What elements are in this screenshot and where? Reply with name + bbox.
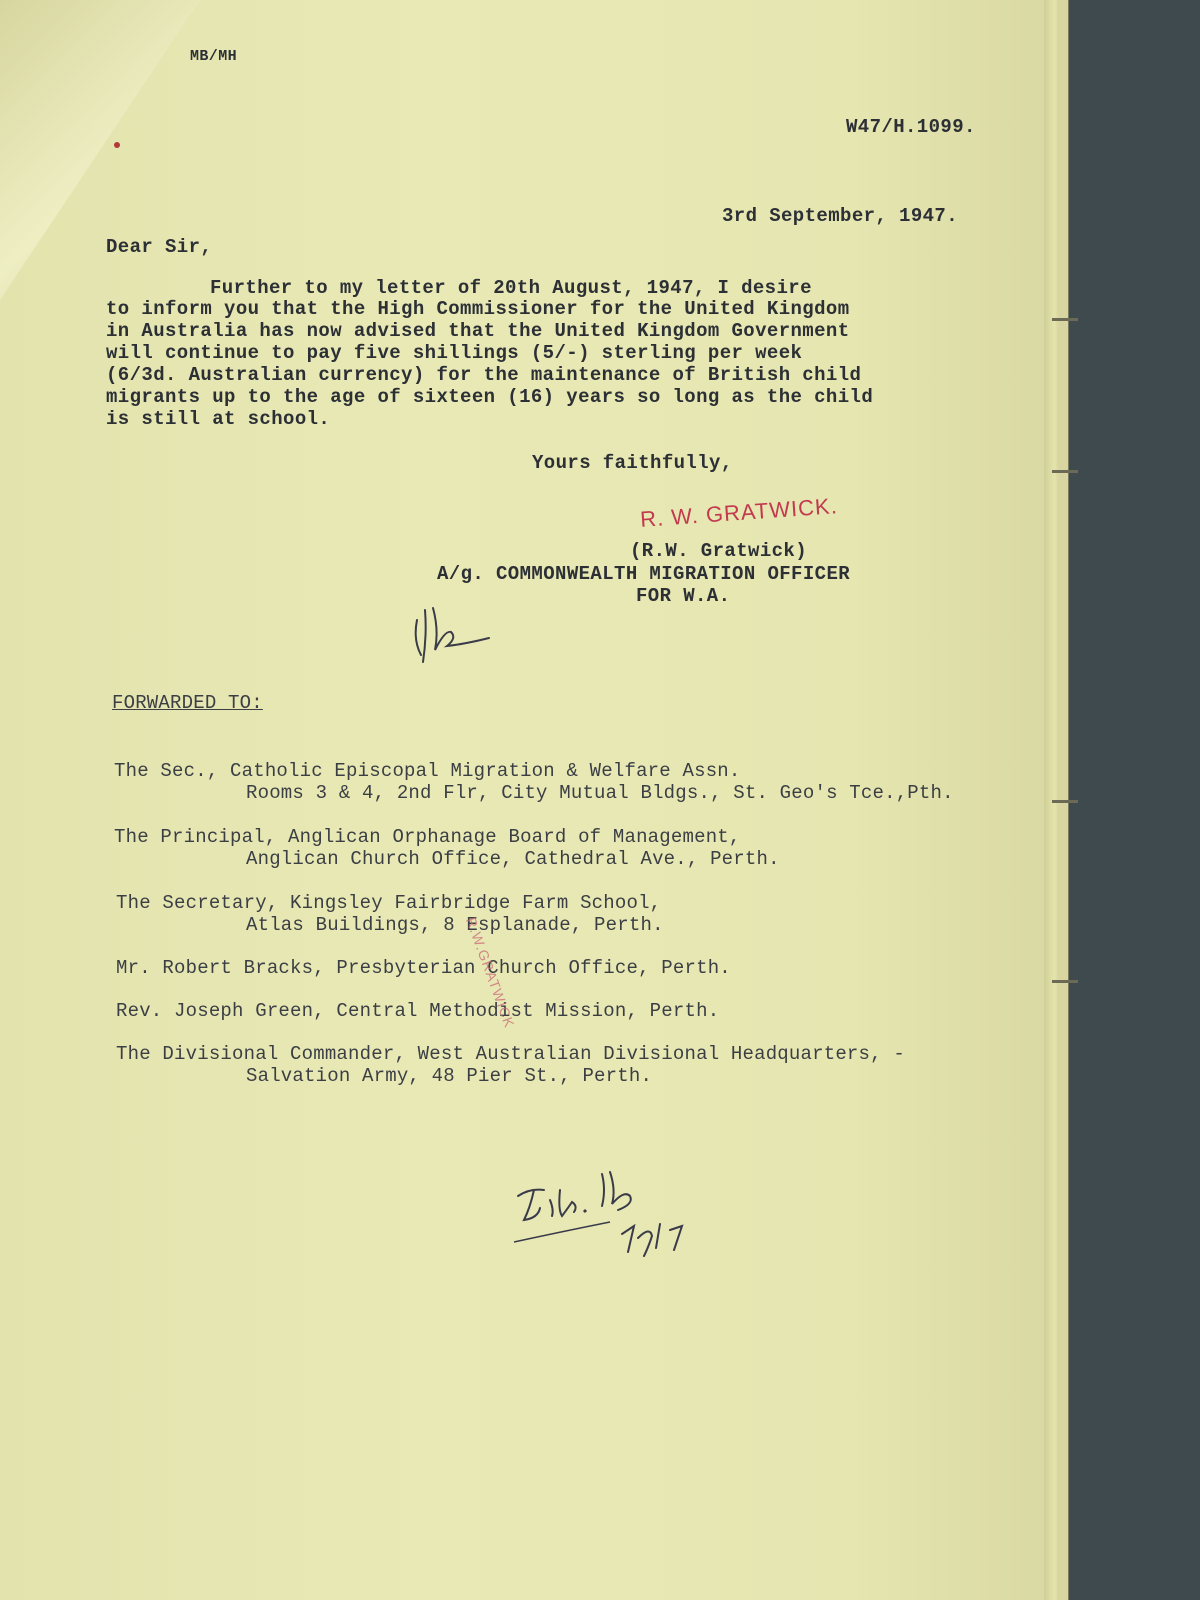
body-line: (6/3d. Australian currency) for the maintenance of British child (106, 364, 862, 386)
recipient-address: Anglican Church Office, Cathedral Ave., Perth. (246, 848, 780, 870)
recipient-line: Rev. Joseph Green, Central Methodist Mission, Perth. (116, 1000, 720, 1022)
signature-stamp: R. W. GRATWICK. (639, 493, 839, 532)
handwritten-initials (405, 600, 505, 675)
body-line: will continue to pay five shillings (5/-) sterling per week (106, 342, 803, 364)
recipient-line: Mr. Robert Bracks, Presbyterian Church Office, Perth. (116, 957, 731, 979)
diagonal-stamp: R.W.GRATWICK (462, 915, 518, 1031)
body-line: to inform you that the High Commissioner for the United Kingdom (106, 298, 850, 320)
recipient-address: Salvation Army, 48 Pier St., Perth. (246, 1065, 653, 1087)
ink-spot (114, 142, 120, 148)
page-tab-mark (1052, 470, 1078, 473)
closing: Yours faithfully, (532, 452, 733, 474)
file-reference: W47/H.1099. (846, 116, 976, 138)
recipient-line: The Divisional Commander, West Australian Divisional Headquarters, - (116, 1043, 905, 1065)
recipient-address: Atlas Buildings, 8 Esplanade, Perth. (246, 914, 664, 936)
recipient-address: Rooms 3 & 4, 2nd Flr, City Mutual Bldgs., St. Geo's Tce.,Pth. (246, 782, 954, 804)
recipient-line: The Sec., Catholic Episcopal Migration & Welfare Assn. (114, 760, 741, 782)
signatory-title: A/g. COMMONWEALTH MIGRATION OFFICER (437, 563, 851, 585)
body-line: is still at school. (106, 408, 331, 430)
body-line: migrants up to the age of sixteen (16) years so long as the child (106, 386, 874, 408)
body-line: in Australia has now advised that the United Kingdom Government (106, 320, 850, 342)
page-tab-mark (1052, 800, 1078, 803)
initials: MB/MH (190, 48, 238, 65)
signatory-name: (R.W. Gratwick) (630, 540, 808, 562)
recipient-line: The Principal, Anglican Orphanage Board of Management, (114, 826, 741, 848)
salutation: Dear Sir, (106, 236, 213, 258)
page-tab-mark (1052, 980, 1078, 983)
letter-date: 3rd September, 1947. (722, 205, 959, 227)
recipient-line: The Secretary, Kingsley Fairbridge Farm School, (116, 892, 662, 914)
page-tab-mark (1052, 318, 1078, 321)
signatory-title-line2: FOR W.A. (636, 585, 731, 607)
handwritten-file-note (510, 1160, 730, 1270)
body-line: Further to my letter of 20th August, 1947, I desire (210, 277, 812, 299)
forwarded-heading: FORWARDED TO: (112, 692, 263, 714)
